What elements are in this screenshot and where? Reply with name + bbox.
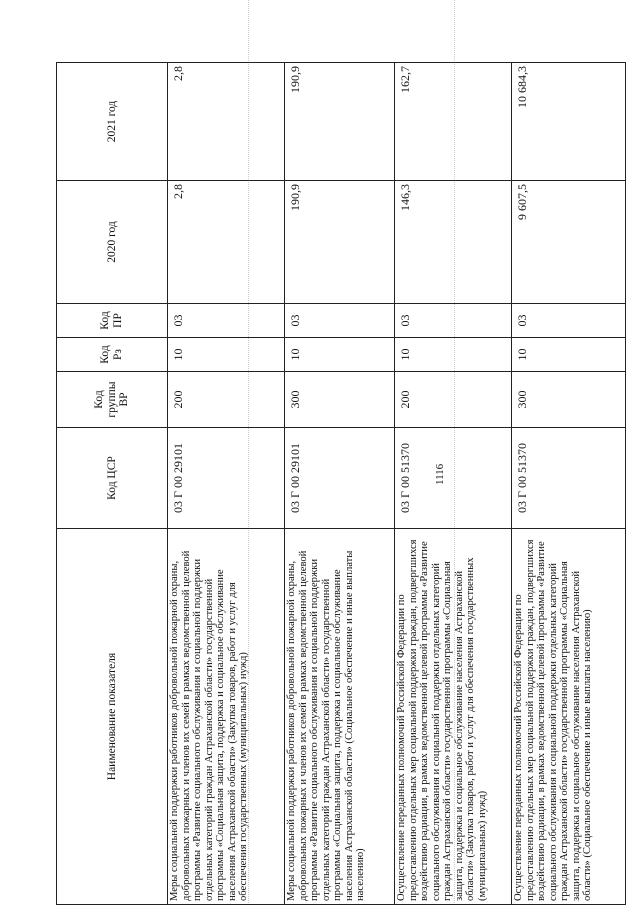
- table-header-row: [57, 63, 168, 905]
- row-csr: 03 Г 00 51370: [395, 428, 512, 529]
- row-pr: 03: [168, 304, 285, 338]
- table-row: [285, 63, 395, 905]
- row-csr: 03 Г 00 51370: [512, 428, 626, 529]
- row-csr: 03 Г 00 29101: [168, 428, 285, 529]
- header-pr: Код ПР: [57, 304, 168, 338]
- table-row: [395, 63, 512, 905]
- budget-table: [56, 62, 626, 905]
- row-name: Меры социальной поддержки работников добровольной пожарной охраны, добровольных пожарных и членов их семей в рамках ведомственной целевой программы «Развитие социального обслуживания и социальной поддержки отдельных категорий граждан Астраханской области» государственной программы «Социальная защита, поддержка и социальное обслуживание населения Астраханской области» (Закупка товаров, работ и услуг для обеспечения государственных (муниципальных) нужд): [168, 529, 285, 905]
- header-csr: Код ЦСР: [57, 428, 168, 529]
- row-vr: 200: [395, 372, 512, 428]
- header-2020: 2020 год: [57, 181, 168, 304]
- row-2021: 190,9: [285, 63, 395, 181]
- row-name: Осуществление переданных полномочий Российской Федерации по предоставлению отдельных мер социальной поддержки граждан, подвергшихся воздействию радиации, в рамках ведомственной целевой программы «Развитие социального обслуживания и социальной поддержки отдельных категорий граждан Астраханской области» государственной программы «Социальная защита, поддержка и социальное обслуживание населения Астраханской области» (Закупка товаров, работ и услуг для обеспечения государственных (муниципальных) нужд): [395, 529, 512, 905]
- header-vr: Код группы ВР: [57, 372, 168, 428]
- row-pr: 03: [285, 304, 395, 338]
- page-number: 1116: [434, 463, 446, 485]
- header-2021: 2021 год: [57, 63, 168, 181]
- header-name: Наименование показателя: [57, 529, 168, 905]
- row-2020: 146,3: [395, 181, 512, 304]
- row-2020: 2,8: [168, 181, 285, 304]
- header-rz: Код Рз: [57, 338, 168, 372]
- row-name: Осуществление переданных полномочий Российской Федерации по предоставлению отдельных мер социальной поддержки граждан, подвергшихся воздействию радиации, в рамках ведомственной целевой программы «Развитие социального обслуживания и социальной поддержки отдельных категорий граждан Астраханской области» государственной программы «Социальная защита, поддержка и социальное обслуживание населения Астраханской области» (Социальное обеспечение и иные выплаты населению): [512, 529, 626, 905]
- row-vr: 200: [168, 372, 285, 428]
- row-2021: 162,7: [395, 63, 512, 181]
- row-vr: 300: [285, 372, 395, 428]
- row-rz: 10: [168, 338, 285, 372]
- row-vr: 300: [512, 372, 626, 428]
- row-pr: 03: [512, 304, 626, 338]
- row-name: Меры социальной поддержки работников добровольной пожарной охраны, добровольных пожарных и членов их семей в рамках ведомственной целевой программы «Развитие социального обслуживания и социальной поддержки отдельных категорий граждан Астраханской области» государственной программы «Социальная защита, поддержка и социальное обслуживание населения Астраханской области» (Социальное обеспечение и иные выплаты населению): [285, 529, 395, 905]
- row-2020: 9 607,5: [512, 181, 626, 304]
- row-rz: 10: [285, 338, 395, 372]
- row-rz: 10: [512, 338, 626, 372]
- row-rz: 10: [395, 338, 512, 372]
- table-row: [512, 63, 626, 905]
- row-pr: 03: [395, 304, 512, 338]
- row-csr: 03 Г 00 29101: [285, 428, 395, 529]
- row-2021: 10 684,3: [512, 63, 626, 181]
- row-2021: 2,8: [168, 63, 285, 181]
- table-row: [168, 63, 285, 905]
- row-2020: 190,9: [285, 181, 395, 304]
